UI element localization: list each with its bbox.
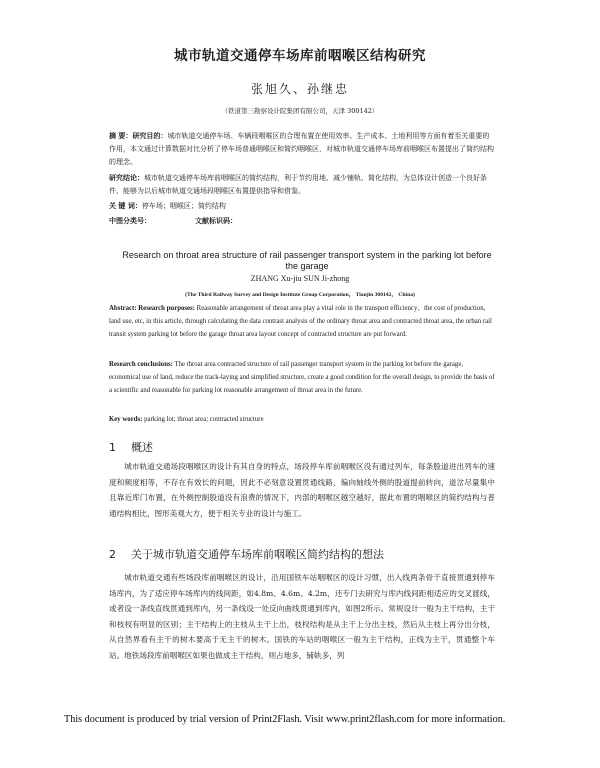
section-title: 概述: [131, 441, 153, 454]
english-authors: ZHANG Xu-jiu SUN Ji-zhong: [250, 274, 350, 283]
english-abstract-conclusion: [109, 358, 495, 397]
en-purpose-label: Research purposes:: [138, 305, 195, 312]
trial-watermark-footer: This document is produced by trial version of Print2Flash. Visit www.print2flash.com for more information.: [64, 714, 506, 725]
abstract-label: 摘 要：: [109, 132, 133, 140]
en-keywords-text: parking lot; throat area; contracted structure: [144, 416, 264, 423]
section-title: 关于城市轨道交通停车场库前咽喉区简约结构的想法: [131, 548, 384, 561]
english-title: Research on throat area structure of rail passenger transport system in the parking lot before the garage: [122, 250, 492, 271]
chinese-title: 城市轨道交通停车场库前咽喉区结构研究: [174, 48, 426, 64]
chinese-abstract-conclusion: [109, 172, 495, 198]
classification-line: [109, 216, 237, 226]
chinese-authors: 张旭久、孙继忠: [250, 82, 349, 96]
english-abstract-purpose: [109, 302, 495, 341]
conclusion-label: 研究结论：: [109, 174, 144, 182]
purpose-text: 城市轨道交通停车场、车辆段咽喉区的合理布置在使用效率、生产成本、土地利用等方面有着至关重要的作用，本文通过计算数据对比分析了停车场普通咽喉区和简约咽喉区，对城市轨道交通停车场库前咽喉区布置提出了简约结构的理念。: [109, 132, 494, 166]
section-heading: [109, 439, 153, 455]
chinese-keywords: [109, 201, 226, 211]
conclusion-text: 城市轨道交通停车场库前咽喉区的简约结构，利于节约用地、减少铺轨、简化结构，为总体设计创造一个良好条件，能够为以后城市轨道交通场段咽喉区布置提供指导和借鉴。: [109, 174, 487, 195]
en-conclusion-label: Research conclusions:: [109, 361, 173, 368]
chinese-abstract-purpose: [109, 130, 495, 169]
section-paragraph: 城市轨道交通场段咽喉区的设计有其自身的特点，场段停车库前咽喉区没有通过列车，每条股道进出列车的速度和频度相等，不存在有效长的问题，因此不必刻意设置贯通线路，偏向轴线外侧的股道提前转向，道岔尽量集中且靠近库门布置，在外侧控制股道没有浪费的情况下，内部的咽喉区越空越好，据此布置的咽喉区的简约结构与普通结构相比，图形美观大方，便于相关专业的设计与施工。: [109, 462, 495, 518]
document-code-label: 文献标识码：: [195, 217, 237, 225]
keywords-label: 关 键 词：: [109, 202, 142, 210]
keywords-text: 停车场；咽喉区；简约结构: [141, 202, 226, 210]
section-number: 1: [109, 441, 116, 454]
en-conclusion-text: The throat area contracted structure of rail passenger transport system in the parking lot before the garage, economical use of land, reduce the track-laying and simplified structure, create a good condition for the overall design, to provide the basis of a scientific and reasonable for parking lot reasonable arrangement of throat area in the future.: [109, 361, 495, 394]
section-heading: [109, 546, 384, 562]
section-number: 2: [109, 548, 116, 561]
section-paragraph: 城市轨道交通有些场段库前咽喉区的设计，沿用国铁车站咽喉区的设计习惯，出入线两条骨干直接贯通到停车场库内，为了适应停车场库内的线间距，如4.8m、4.6m、4.2m，还专门去研究与库内线间距相适应的交叉渡线，或者设一条线直线贯通到库内，另一条线设一处反向曲线贯通到库内，如图2所示。常规设计一般为主干结构，主干和枝杈有明显的区别；主干结构上的主枝从主干上出，枝杈结构是从主干上分出主枝，然后从主枝上再分出分枝，从自然界看有主干的树木要高于无主干的树木。国铁的车站的咽喉区一般为主干结构，正线为主干，贯通整个车站。地铁场段库前咽喉区如果也做成主干结构，则占地多，铺轨多，列: [109, 573, 495, 660]
en-keywords-label: Key words:: [109, 416, 143, 423]
en-purpose-text: Reasonable arrangement of throat area play a vital role in the transport efficiency、the cost of production, land use, etc, in this article, through calculating the data contrast analysis of the ordinary throat area and contracted throat area, the urban rail transit system parking lot before the garage throat area layout concept of contracted structure are put forward.: [109, 305, 492, 338]
class-number-label: 中图分类号：: [109, 217, 151, 225]
en-abstract-label: Abstract:: [109, 305, 137, 312]
english-affiliation: (The Third Railway Survey and Design Institute Group Corporation， Tianjin 300142， China): [185, 292, 415, 298]
chinese-affiliation: （铁道第三勘察设计院集团有限公司，天津 300142）: [221, 107, 379, 115]
purpose-label: 研究目的：: [132, 132, 168, 140]
english-keywords: [109, 416, 264, 423]
